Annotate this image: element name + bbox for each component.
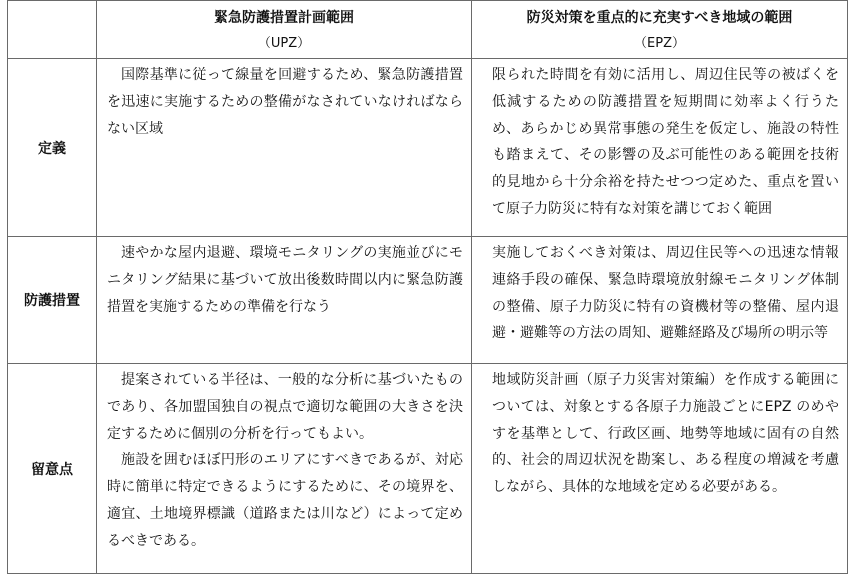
- notes-upz-cell: [97, 364, 472, 574]
- notes-epz-cell: [472, 364, 848, 574]
- row-label-notes: 留意点: [8, 364, 97, 574]
- header-epz: [472, 1, 848, 59]
- header-empty-cell: [8, 1, 97, 59]
- upz-abbr: （UPZ）: [257, 36, 311, 51]
- protective-measures-upz-text: 速やかな屋内退避、環境モニタリングの実施並びにモニタリング結果に基づいて放出後数時間以内に緊急防護措置を実施するための準備を行なう: [107, 245, 463, 315]
- header-row: [8, 1, 848, 59]
- table-row-protective-measures: [8, 237, 848, 364]
- definition-upz-text: 国際基準に従って線量を回避するため、緊急防護措置を迅速に実施するための整備がなされていなければならない区域: [107, 67, 463, 137]
- upz-title: 緊急防護措置計画範囲: [214, 10, 354, 26]
- notes-upz-text-1: 提案されている半径は、一般的な分析に基づいたものであり、各加盟国独自の視点で適切な範囲の大きさを決定するために個別の分析を行ってもよい。: [107, 372, 463, 442]
- protective-measures-epz-text: 実施しておくべき対策は、周辺住民等への迅速な情報連絡手段の確保、緊急時環境放射線モニタリング体制の整備、原子力防災に特有の資機材等の整備、屋内退避・避難等の方法の周知、避難経路及び場所の明示等: [492, 245, 839, 342]
- notes-upz-text-2: 施設を囲むほぼ円形のエリアにすべきであるが、対応時に簡単に特定できるようにするために、その境界を、適宜、土地境界標識（道路または川など）によって定めるべきである。: [107, 452, 463, 549]
- table-row-definition: [8, 59, 848, 237]
- epz-title: 防災対策を重点的に充実すべき地域の範囲: [526, 10, 793, 26]
- table-row-notes: [8, 364, 848, 574]
- notes-epz-text: 地域防災計画（原子力災害対策編）を作成する範囲については、対象とする各原子力施設ごとにEPZ のめやすを基準として、行政区画、地勢等地域に固有の自然的、社会的周辺状況を勘案し、ある程度の増減を考慮しながら、具体的な地域を定める必要がある。: [492, 372, 839, 496]
- row-label-protective-measures: 防護措置: [8, 237, 97, 364]
- upz-epz-comparison-table: [7, 0, 848, 574]
- protective-measures-epz-cell: [472, 237, 848, 364]
- definition-epz-cell: [472, 59, 848, 237]
- definition-upz-cell: [97, 59, 472, 237]
- row-label-definition: 定義: [8, 59, 97, 237]
- epz-abbr: （EPZ）: [634, 36, 685, 51]
- definition-epz-text: 限られた時間を有効に活用し、周辺住民等の被ばくを低減するための防護措置を短期間に効率よく行うため、あらかじめ異常事態の発生を仮定し、施設の特性も踏まえて、その影響の及ぶ可能性のある範囲を技術的見地から十分余裕を持たせつつ定めた、重点を置いて原子力防災に特有な対策を講じておく範囲: [492, 67, 839, 217]
- header-upz: [97, 1, 472, 59]
- protective-measures-upz-cell: [97, 237, 472, 364]
